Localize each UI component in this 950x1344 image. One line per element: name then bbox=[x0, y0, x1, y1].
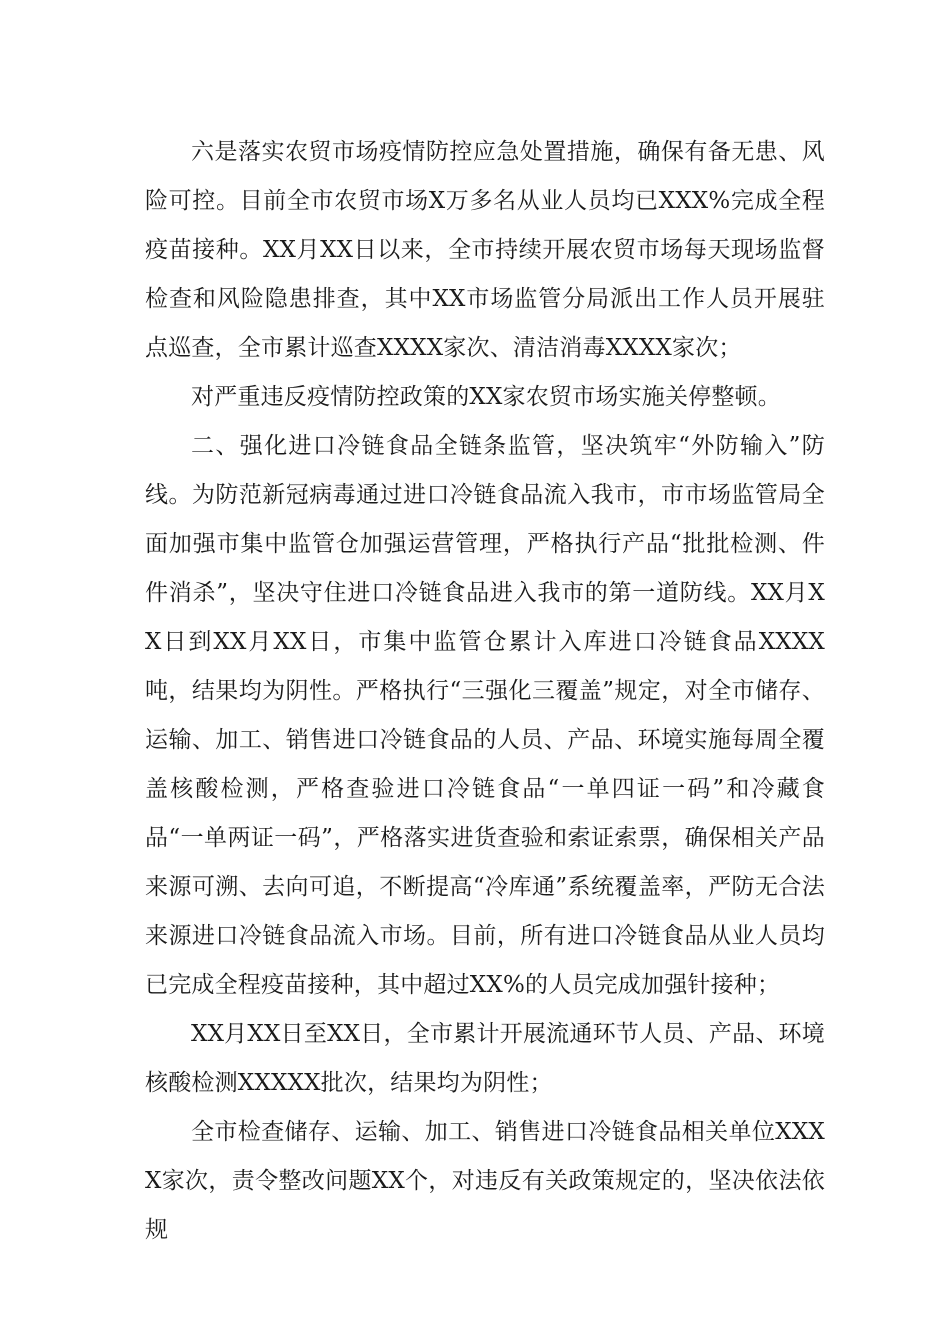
document-body bbox=[145, 128, 825, 1255]
paragraph-5: 全市检查储存、运输、加工、销售进口冷链食品相关单位XXXX家次，责令整改问题XX个，对违反有关政策规定的，坚决依法依规 bbox=[145, 1119, 825, 1243]
paragraph-4: XX月XX日至XX日，全市累计开展流通环节人员、产品、环境核酸检测XXXXX批次，结果均为阴性； bbox=[145, 1021, 825, 1096]
paragraph-2: 对严重违反疫情防控政策的XX家农贸市场实施关停整顿。 bbox=[191, 384, 781, 410]
paragraph-3: 二、强化进口冷链食品全链条监管，坚决筑牢“外防输入”防线。为防范新冠病毒通过进口冷链食品流入我市，市市场监管局全面加强市集中监管仓加强运营管理，严格执行产品“批批检测、件件消杀”，坚决守住进口冷链食品进入我市的第一道防线。XX月XX日到XX月XX日，市集中监管仓累计入库进口冷链食品XXXX吨，结果均为阴性。严格执行“三强化三覆盖”规定，对全市储存、运输、加工、销售进口冷链食品的人员、产品、环境实施每周全覆盖核酸检测，严格查验进口冷链食品“一单四证一码”和冷藏食品“一单两证一码”，严格落实进货查验和索证索票，确保相关产品来源可溯、去向可追，不断提高“冷库通”系统覆盖率，严防无合法来源进口冷链食品流入市场。目前，所有进口冷链食品从业人员均已完成全程疫苗接种，其中超过XX%的人员完成加强针接种； bbox=[145, 433, 825, 998]
paragraph-1: 六是落实农贸市场疫情防控应急处置措施，确保有备无患、风险可控。目前全市农贸市场X万多名从业人员均已XXX%完成全程疫苗接种。XX月XX日以来，全市持续开展农贸市场每天现场监督检查和风险隐患排查，其中XX市场监管分局派出工作人员开展驻点巡查，全市累计巡查XXXX家次、清洁消毒XXXX家次； bbox=[145, 139, 825, 361]
